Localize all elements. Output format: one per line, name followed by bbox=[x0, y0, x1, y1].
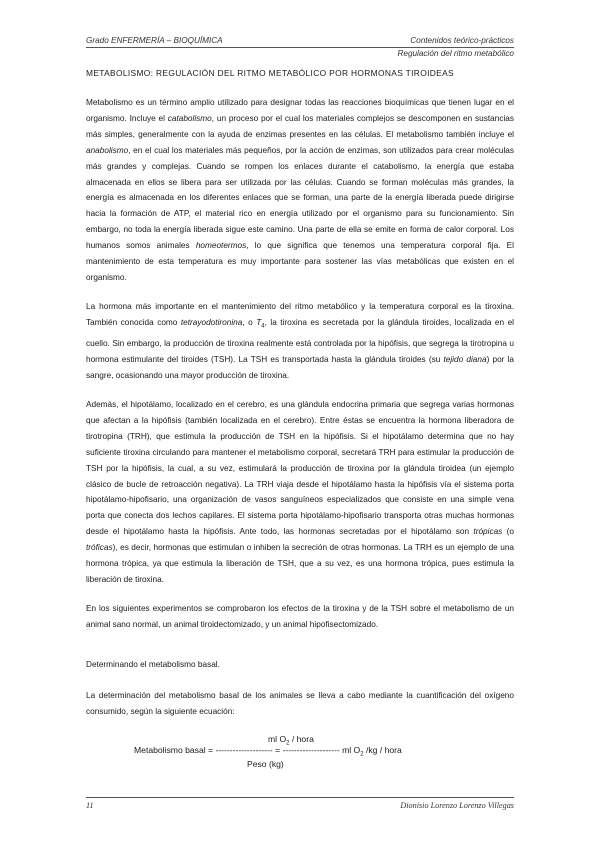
page-number: 11 bbox=[86, 801, 94, 810]
paragraph-tiroxina: La hormona más importante en el mantenimiento del ritmo metabólico y la temperatura corporal es la tiroxina. También conocida como tetrayodotironina, o $T_4$, la tiroxina es secretada por la glándula tiroides, localizada en el cuello. Sin embargo, la producción de tiroxina realmente está controlada por la hipófisis, que segrega la tirotropina u hormona estimulante del tiroides (TSH). La TSH es transportada hasta la glándula tiroides (su tejido diana) por la sangre, ocasionando una mayor producción de tiroxina. bbox=[86, 302, 515, 380]
paragraph-hipotalamo: Además, el hipotálamo, localizado en el cerebro, es una glándula endocrina primaria que segrega varias hormonas que afectan a la hipófisis (también localizada en el cerebro). Entre éstas se encuentra la hormona liberadora de tirotropina (TRH), que estimula la producción de TSH en la hipófisis. Si el hipotálamo determina que no hay suficiente tiroxina circulando para mantener el metabolismo corporal, secretará TRH para estimular la producción de TSH por la hipófisis, la cual, a su vez, estimulará la producción de tiroxina por la glándula tiroidea (un ejemplo clásico de bucle de retroacción negativa). La TRH viaja desde el hipotálamo hasta la hipófisis vía el sistema porta hipotálamo-hipofisario, una organización de vasos sanguíneos especializados que consiste en una simple vena porta que conecta dos lechos capilares. El sistema porta hipotálamo-hipofisario transporta otras muchas hormonas desde el hipotálamo hasta la hipófisis. Ante todo, las hormonas secretadas por el hipotálamo son trópicas (o tróficas), es decir, hormonas que estimulan o inhiben la secreción de otras hormonas. La TRH es un ejemplo de una hormona trópica, ya que estimula la liberación de TSH, que a su vez, es una hormona trópica, pues estimula la liberación de tiroxina. bbox=[86, 400, 514, 585]
header-left: Grado ENFERMERÍA – BIOQUÍMICA bbox=[86, 36, 223, 45]
equation-main-line: Metabolismo basal = -------------------- = -------------------- ml $O_2$ /kg / hora bbox=[134, 745, 402, 758]
header-right-line1: Contenidos teórico-prácticos bbox=[410, 36, 514, 45]
body-text bbox=[86, 95, 514, 647]
paragraph-metabolismo: Metabolismo es un término amplio utilizado para designar todas las reacciones bioquímicas que tienen lugar en el organismo. Incluye el catabolismo, un proceso por el cual los materiales complejos se descomponen en sustancias más simples, generalmente con la ayuda de enzimas presentes en las células. El metabolismo también incluye el anabolismo, en el cual los materiales más pequeños, por la acción de enzimas, son utilizados para crear moléculas más grandes y complejas. Cuando se rompen los enlaces durante el catabolismo, la energía que estaba almacenada en ellos se libera para ser utilizada por las células. Cuando se forman moléculas más grandes, la energía es almacenada en los diferentes enlaces que se forman, una parte de la energía liberada puede dirigirse hacia la formación de ATP, el material rico en energía utilizado por el organismo para su funcionamiento. Sin embargo, no toda la energía liberada sigue este camino. Una parte de ella se emite en forma de calor corporal. Los humanos somos animales homeotermos, lo que significa que tenemos una temperatura corporal fija. El mantenimiento de esta temperatura es muy importante para sostener las vías metabólicas que existen en el organismo. bbox=[86, 98, 514, 282]
equation-numerator: ml $O_2$ / hora bbox=[268, 734, 314, 747]
header-divider bbox=[86, 47, 514, 48]
page-title: METABOLISMO: REGULACIÓN DEL RITMO METABÓLICO POR HORMONAS TIROIDEAS bbox=[86, 68, 454, 78]
paragraph-experimentos: En los siguientes experimentos se comprobaron los efectos de la tiroxina y de la TSH sobre el metabolismo de un animal sano normal, un animal tiroidectomizado, y un animal hipofisectomizado. bbox=[86, 604, 514, 630]
header-right-line2: Regulación del ritmo metabólico bbox=[397, 49, 514, 58]
paragraph-determinacion: La determinación del metabolismo basal de los animales se lleva a cabo mediante la cuantificación del oxígeno consumido, según la siguiente ecuación: bbox=[86, 691, 514, 716]
subheading-metabolismo-basal: Determinando el metabolismo basal. bbox=[86, 660, 220, 669]
footer-author: Dionisio Lorenzo Lorenzo Villegas bbox=[400, 801, 514, 810]
footer-divider bbox=[86, 797, 514, 798]
equation-denominator: Peso (kg) bbox=[247, 759, 284, 769]
